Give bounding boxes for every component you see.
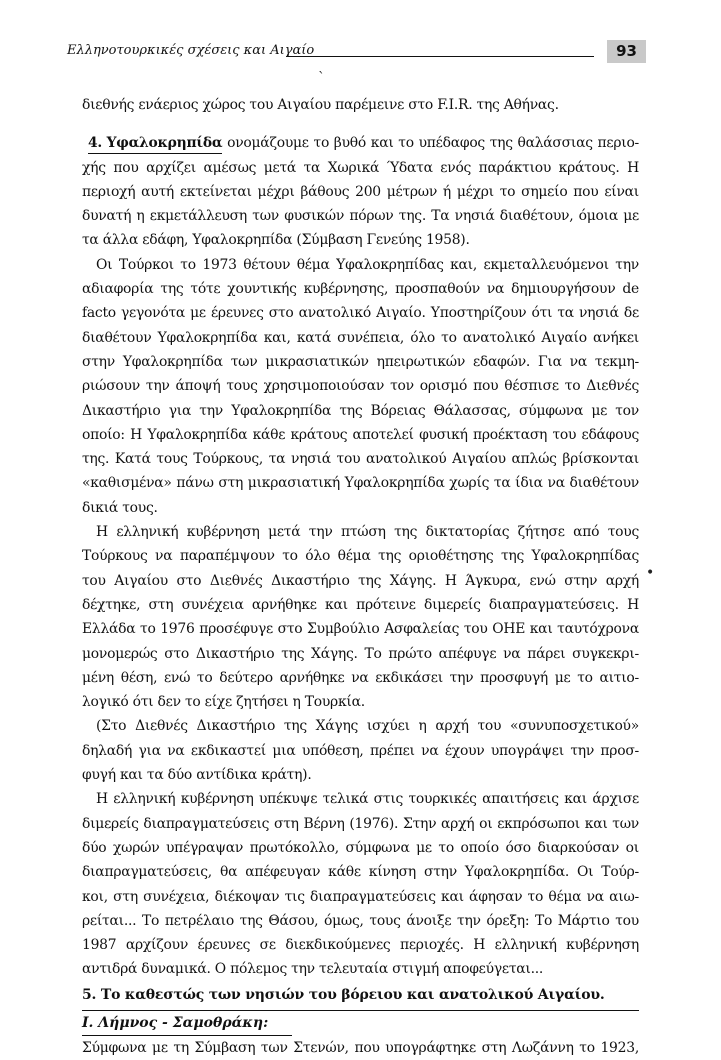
text-line: αντιδρά δυναμικά. Ο πόλεμος την τελευταία στιγμή αποφεύγεται...	[82, 961, 544, 978]
text-line: facto γεγονότα με έρευνες στο ανατολικό Αιγαίο. Υποστηρίζουν ότι τα νησιά δε	[82, 305, 639, 322]
section-4-line: ονομάζουμε το βυθό και το υπέδαφος της θαλάσσιας περιο-	[222, 135, 639, 152]
section-5-title: 5. Το καθεστώς των νησιών του βόρειου και ανατολικού Αιγαίου.	[82, 986, 605, 1003]
section-4-first-line	[82, 131, 639, 155]
text-line: Ελλάδα το 1976 προσέφυγε στο Συμβούλιο Ασφαλείας του ΟΗΕ και ταυτόχρονα	[82, 621, 639, 638]
text-line: δικιά τους.	[82, 499, 158, 516]
header-rule	[286, 56, 594, 57]
paragraph-2	[82, 253, 639, 520]
page-number: 93	[607, 40, 646, 63]
text-line: του Αιγαίου στο Διεθνές Δικαστήριο της Χάγης. Η Άγκυρα, ενώ στην αρχή	[82, 572, 639, 589]
running-header	[67, 40, 645, 64]
text-line: (Στο Διεθνές Δικαστήριο της Χάγης ισχύει η αρχή του «συνυποσχετικού»	[96, 718, 639, 735]
section-5-subheading: Ι. Λήμνος - Σαμοθράκη:	[82, 1011, 292, 1036]
text-line: Η ελληνική κυβέρνηση μετά την πτώση της δικτατορίας ζήτησε από τους	[96, 524, 639, 541]
text-line: περιοχή αυτή εκτείνεται μέχρι βάθους 200 μέτρων ή μέχρι το σημείο που είναι	[82, 183, 639, 200]
text-line: λογικό ότι δεν το είχε ζητήσει η Τουρκία.	[82, 694, 365, 711]
text-line: διαθέτουν Υφαλοκρηπίδα και, κατά συνέπεια, όλο το ανατολικό Αιγαίο ανήκει	[82, 329, 639, 346]
text-line: ρείται... Το πετρέλαιο της Θάσου, όμως, τους άνοιξε την όρεξη: Το Μάρτιο του	[82, 912, 639, 929]
page-body	[82, 93, 639, 1060]
stray-mark: `	[318, 70, 325, 86]
paragraph-4	[82, 714, 639, 787]
paragraph-1	[82, 156, 639, 253]
text-line: δέχτηκε, στη συνέχεια αρνήθηκε και πρότεινε διμερείς διαπραγματεύσεις. Η	[82, 596, 639, 613]
text-line: της. Κατά τους Τούρκους, τα νησιά του ανατολικού Αιγαίου απλώς βρίσκονται	[82, 451, 639, 468]
text-line: τα άλλα εδάφη, Υφαλοκρηπίδα (Σύμβαση Γενεύης 1958).	[82, 232, 470, 249]
text-line: μένη θέση, ενώ το δεύτερο αρνήθηκε να εκδικάσει την προσφυγή με το αιτιο-	[82, 669, 639, 686]
text-line: κοι, στη συνέχεια, διέκοψαν τις διαπραγματεύσεις και άφησαν το θέμα να αιω-	[82, 888, 639, 905]
text-line: δυνατή η εκμετάλλευση των φυσικών πόρων της. Τα νησιά διαθέτουν, όμοια με	[82, 208, 639, 225]
header-title: Ελληνοτουρκικές σχέσεις και Αιγαίο	[67, 43, 315, 58]
text-line: οποίο: Η Υφαλοκρηπίδα κάθε κράτους αποτελεί φυσική προέκταση του εδάφους	[82, 426, 639, 443]
text-line: Δικαστήριο για την Υφαλοκρηπίδα της Βόρειας Θάλασσας, σύμφωνα με τον	[82, 402, 639, 419]
section-4-title: 4. Υφαλοκρηπίδα	[88, 133, 222, 154]
text-line: διμερείς διαπραγματεύσεις στη Βέρνη (1976). Στην αρχή οι εκπρόσωποι και των	[82, 815, 639, 832]
text-line: αδιαφορία της τότε χουντικής κυβέρνησης, προσπαθούν να δημιουργήσουν de	[82, 281, 639, 298]
section-5-heading	[82, 982, 639, 1011]
stray-dot: •	[646, 565, 655, 581]
paragraph-3	[82, 520, 639, 714]
text-line: φυγή και τα δύο αντίδικα κράτη).	[82, 767, 312, 784]
text-line: Η ελληνική κυβέρνηση υπέκυψε τελικά στις τουρκικές απαιτήσεις και άρχισε	[96, 791, 639, 808]
text-line: στην Υφαλοκρηπίδα των μικρασιατικών ηπειρωτικών εδαφών. Για να τεκμη-	[82, 353, 639, 370]
text-line: 1987 αρχίζουν έρευνες σε διεκδικούμενες περιοχές. Η ελληνική κυβέρνηση	[82, 937, 639, 954]
text-line: δηλαδή για να εκδικαστεί μια υπόθεση, πρέπει να έχουν υπογράψει την προσ-	[82, 742, 639, 759]
text-line: χής που αρχίζει αμέσως μετά τα Χωρικά Ύδατα ενός παράκτιου κράτους. Η	[82, 159, 639, 176]
text-line: Τούρκους να παραπέμψουν το όλο θέμα της οριοθέτησης της Υφαλοκρηπίδας	[82, 548, 639, 565]
text-line: Οι Τούρκοι το 1973 θέτουν θέμα Υφαλοκρηπίδας και, εκμεταλλευόμενοι την	[96, 256, 639, 273]
top-line: διεθνής ενάεριος χώρος του Αιγαίου παρέμεινε στο F.I.R. της Αθήνας.	[82, 97, 559, 113]
paragraph-5	[82, 787, 639, 981]
section-5-line: Σύμφωνα με τη Σύμβαση των Στενών, που υπογράφτηκε στη Λωζάννη το 1923,	[82, 1039, 639, 1056]
text-line: διαπραγματεύσεις, θα απέφευγαν κάθε κίνηση στην Υφαλοκρηπίδα. Οι Τούρ-	[82, 864, 639, 881]
text-line: μονομερώς στο Δικαστήριο της Χάγης. Το πρώτο απέφυγε να πάρει συγκεκρι-	[82, 645, 639, 662]
text-line: ριώσουν την άποψή τους χρησιμοποιούσαν τον ορισμό που θέσπισε το Διεθνές	[82, 378, 639, 395]
section-4	[82, 131, 639, 981]
text-line: «καθισμένα» πάνω στη μικρασιατική Υφαλοκρηπίδα χωρίς τα ίδια να διαθέτουν	[82, 475, 639, 492]
text-line: δύο χωρών υπέγραψαν πρωτόκολλο, σύμφωνα με το οποίο όσο διαρκούσαν οι	[82, 839, 639, 856]
